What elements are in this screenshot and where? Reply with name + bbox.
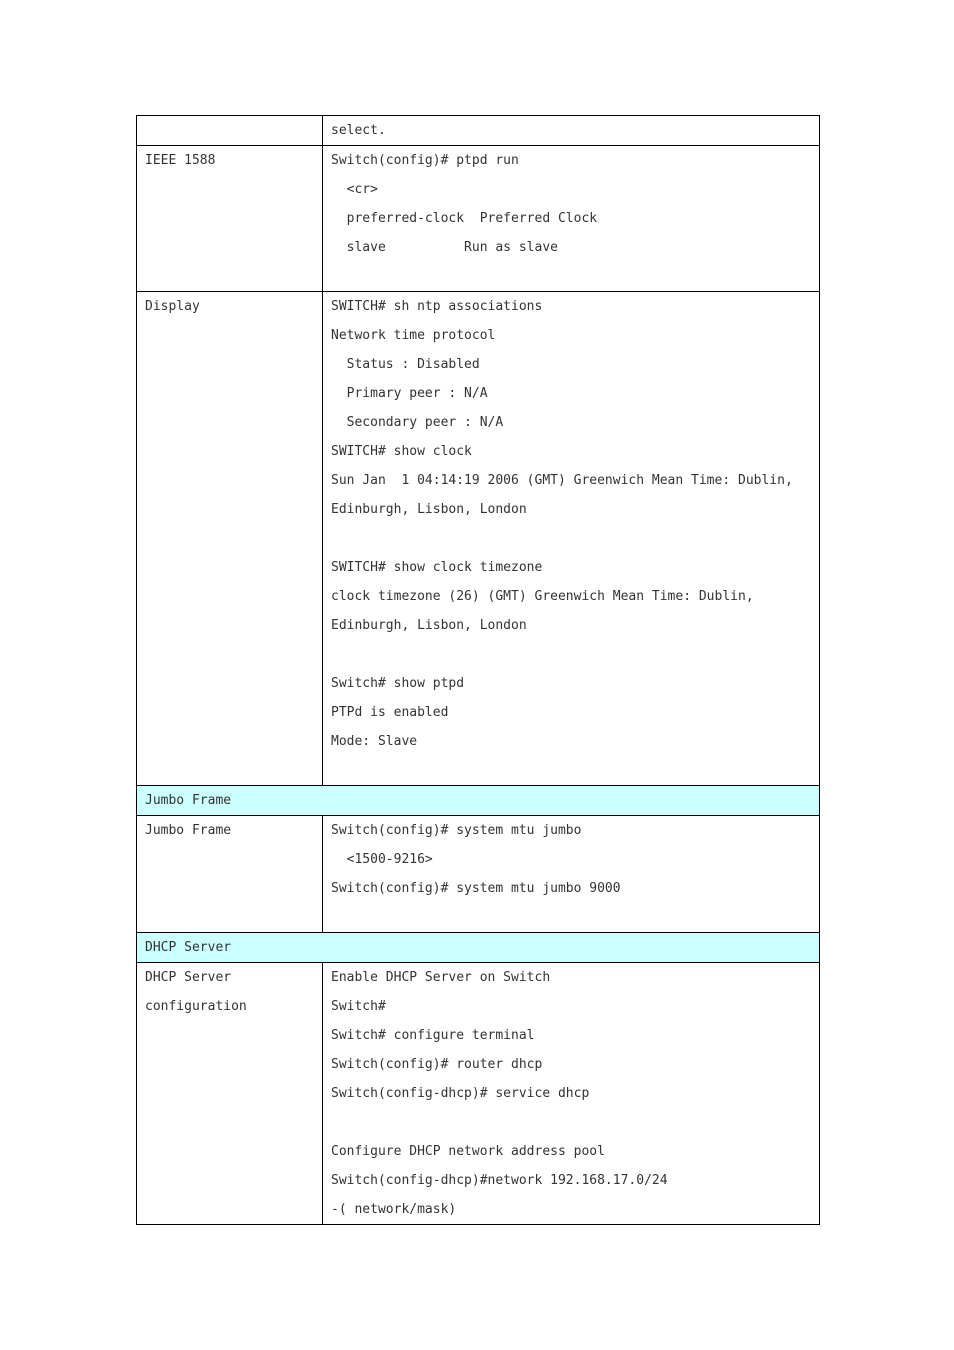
command-line: Enable DHCP Server on Switch <box>331 970 551 985</box>
command-line: Switch(config)# system mtu jumbo 9000 <box>331 881 621 896</box>
command-cell <box>323 816 820 933</box>
command-cell <box>323 963 820 1225</box>
command-line: Switch(config)# router dhcp <box>331 1057 543 1072</box>
command-line: -( network/mask) <box>331 1202 457 1217</box>
command-line: select. <box>331 123 386 138</box>
command-line: <1500-9216> <box>331 852 433 867</box>
command-line: Sun Jan 1 04:14:19 2006 (GMT) Greenwich Mean Time: Dublin, <box>331 473 793 488</box>
feature-label-cell <box>137 116 323 146</box>
command-line: SWITCH# sh ntp associations <box>331 299 543 314</box>
command-cell <box>323 116 820 146</box>
feature-label-cell <box>137 292 323 786</box>
command-line: Primary peer : N/A <box>331 386 488 401</box>
command-line: Switch# configure terminal <box>331 1028 535 1043</box>
command-line: Status : Disabled <box>331 357 480 372</box>
command-line <box>331 1108 811 1137</box>
feature-label <box>145 116 314 145</box>
table-row <box>137 963 820 1225</box>
command-line <box>331 640 811 669</box>
section-title: DHCP Server <box>137 933 820 963</box>
command-line: Switch(config-dhcp)# service dhcp <box>331 1086 590 1101</box>
command-line: Switch(config)# system mtu jumbo <box>331 823 582 838</box>
command-line <box>331 903 811 932</box>
feature-label: Jumbo Frame <box>145 823 232 838</box>
command-line: Switch# <box>331 999 386 1014</box>
feature-label-cell <box>137 816 323 933</box>
command-line: Configure DHCP network address pool <box>331 1144 605 1159</box>
feature-label: DHCP Server <box>145 970 232 985</box>
section-header-row <box>137 786 820 816</box>
command-line: clock timezone (26) (GMT) Greenwich Mean Time: Dublin, <box>331 589 754 604</box>
table-row <box>137 816 820 933</box>
feature-label: Display <box>145 299 200 314</box>
command-line: Mode: Slave <box>331 734 418 749</box>
table-row <box>137 116 820 146</box>
feature-label: configuration <box>145 999 247 1014</box>
table-row <box>137 292 820 786</box>
command-line: Network time protocol <box>331 328 496 343</box>
command-reference-table <box>136 115 820 1225</box>
section-title: Jumbo Frame <box>137 786 820 816</box>
command-line: Switch(config)# ptpd run <box>331 153 519 168</box>
command-cell <box>323 292 820 786</box>
table-body <box>137 116 820 1225</box>
command-line: PTPd is enabled <box>331 705 449 720</box>
command-line: Edinburgh, Lisbon, London <box>331 502 527 517</box>
feature-label-cell <box>137 146 323 292</box>
command-line <box>331 756 811 785</box>
command-line: Switch(config-dhcp)#network 192.168.17.0/24 <box>331 1173 668 1188</box>
command-line: Switch# show ptpd <box>331 676 465 691</box>
command-line: <cr> <box>331 182 378 197</box>
command-line: SWITCH# show clock <box>331 444 472 459</box>
command-line <box>331 262 811 291</box>
command-line: slave Run as slave <box>331 240 558 255</box>
table-row <box>137 146 820 292</box>
feature-label: IEEE 1588 <box>145 153 216 168</box>
command-line: SWITCH# show clock timezone <box>331 560 543 575</box>
command-line: Edinburgh, Lisbon, London <box>331 618 527 633</box>
command-cell <box>323 146 820 292</box>
feature-label-cell <box>137 963 323 1225</box>
command-line: preferred-clock Preferred Clock <box>331 211 598 226</box>
section-header-row <box>137 933 820 963</box>
command-line: Secondary peer : N/A <box>331 415 504 430</box>
command-line <box>331 524 811 553</box>
